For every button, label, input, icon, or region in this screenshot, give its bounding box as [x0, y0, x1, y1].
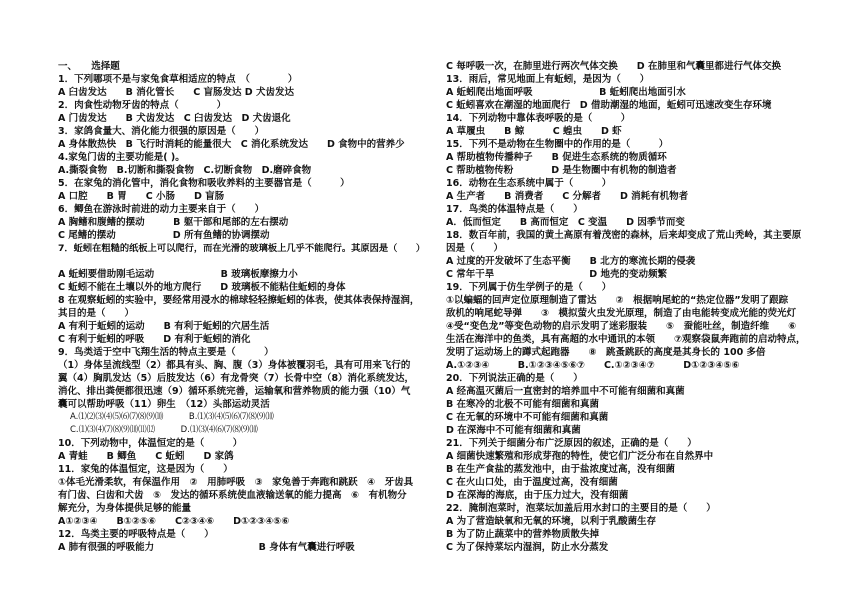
question-7-options-ab: A 蚯蚓要借助刚毛运动 B 玻璃板摩擦力小 — [58, 269, 298, 280]
question-13-options-cd: C 蚯蚓喜欢在潮湿的地面爬行 D 借助潮湿的地面，蚯蚓可迅速改变生存环境 — [446, 100, 772, 111]
question-16: 16．动物在生态系统中属于（ ） — [446, 178, 612, 189]
question-2: 2．肉食性动物牙齿的特点（ ） — [58, 100, 227, 111]
question-19-text-4: 生活在海洋中的鱼类，具有高超的水中通讯的本领 ⑦观察袋鼠奔跑前的启动特点， — [446, 334, 806, 345]
question-22-option-b: B 为了防止蔬菜中的营养物质散失掉 — [446, 529, 600, 540]
question-19-text-5: 发明了运动场上的蹲式起跑器 ⑧ 跳蚤跳跃的高度是其身长的 100 多倍 — [446, 347, 766, 358]
question-3-options: A 身体散热快 B 飞行时消耗的能量很大 C 消化系统发达 D 食物中的营养少 — [58, 139, 405, 150]
question-21-option-b: B 在生产食盐的蒸发池中，由于盐浓度过高，没有细菌 — [446, 464, 676, 475]
question-12-options-ab: A 肺有很强的呼吸能力 B 身体有气囊进行呼吸 — [58, 542, 355, 553]
question-5: 5．在家兔的消化管中，消化食物和吸收养料的主要器官是（ ） — [58, 178, 350, 189]
question-8-options-cd: C 有利于蚯蚓的呼吸 D 有利于蚯蚓的消化 — [58, 334, 251, 345]
question-22: 22．腌制泡菜时，泡菜坛加盖后用水封口的主要目的是（ ） — [446, 503, 716, 514]
question-9: 9．鸟类适于空中飞翔生活的特点主要是（ ） — [58, 347, 274, 358]
question-21-option-a: A 细菌快速繁殖和形成芽孢的特性，使它们广泛分布在自然界中 — [446, 451, 714, 462]
question-20-option-b: B 在寒冷的北极不可能有细菌和真菌 — [446, 399, 600, 410]
question-1-options: A 臼齿发达 B 消化管长 C 盲肠发达 D 犬齿发达 — [58, 87, 294, 98]
question-18: 18．数百年前，我国的黄土高原有着茂密的森林，后来却变成了荒山秃岭，其主要原 — [446, 230, 802, 241]
question-6: 6．鲫鱼在游泳时前进的动力主要来自于（ ） — [58, 204, 265, 215]
question-12-options-cd: C 每呼吸一次，在肺里进行两次气体交换 D 在肺里和气囊里都进行气体交换 — [446, 61, 781, 72]
question-17: 17．鸟类的体温特点是（ ） — [446, 204, 583, 215]
question-13: 13．雨后，常见地面上有蚯蚓，是因为（ ） — [446, 74, 650, 85]
question-11-text-1: ①体毛光滑柔软，有保温作用 ② 用肺呼吸 ③ 家兔善于奔跑和跳跃 ④ 牙齿具 — [58, 477, 414, 488]
question-15-options-cd: C 帮助植物传粉 D 是生物圈中有机物的制造者 — [446, 165, 677, 176]
question-7: 7．蚯蚓在粗糙的纸板上可以爬行，而在光滑的玻璃板上几乎不能爬行。其原因是（ ） — [58, 243, 426, 254]
question-5-options: A 口腔 B 胃 C 小肠 D 盲肠 — [58, 191, 225, 202]
question-18-options-ab: A 过度的开发破坏了生态平衡 B 北方的寒流长期的侵袭 — [446, 256, 696, 267]
question-21-option-d: D 在深海的海底，由于压力过大，没有细菌 — [446, 490, 629, 501]
question-18-cont: 因是（ ） — [446, 243, 504, 254]
question-21-option-c: C 在火山口处，由于温度过高，没有细菌 — [446, 477, 618, 488]
question-9-text-1: （1）身体呈流线型（2）都具有头、胸、腹（3）身体被覆羽毛，具有可用来飞行的 — [58, 360, 411, 371]
question-9-text-4: 囊可以帮助呼吸（11）卵生 （12）头部运动灵活 — [58, 399, 270, 410]
question-15: 15．下列不是动物在生物圈中的作用的是（ ） — [446, 139, 669, 150]
question-20-option-d: D 在深海中不可能有细菌和真菌 — [446, 425, 581, 436]
question-11: 11．家兔的体温恒定，这是因为（ ） — [58, 464, 233, 475]
question-21: 21．下列关于细菌分布广泛原因的叙述，正确的是（ ） — [446, 438, 697, 449]
question-20-option-c: C 在无氧的环境中不可能有细菌和真菌 — [446, 412, 609, 423]
question-1: 1．下列哪项不是与家兔食草相适应的特点 （ ） — [58, 74, 298, 85]
question-4: 4.家兔门齿的主要功能是( )。 — [58, 152, 185, 163]
question-22-option-a: A 为了营造缺氧和无氧的环境，以利于乳酸菌生存 — [446, 516, 657, 527]
question-16-options: A 生产者 B 消费者 C 分解者 D 消耗有机物者 — [446, 191, 689, 202]
question-17-options: A．低而恒定 B 高而恒定 C 变温 D 因季节而变 — [446, 217, 685, 228]
question-8-options-ab: A 有利于蚯蚓的运动 B 有利于蚯蚓的穴居生活 — [58, 321, 270, 332]
question-14: 14．下列动物中靠体表呼吸的是（ ） — [446, 113, 631, 124]
question-3: 3．家鸽食量大、消化能力很强的原因是（ ） — [58, 126, 265, 137]
question-10-options: A 青蛙 B 鲫鱼 C 蚯蚓 D 家鸽 — [58, 451, 234, 462]
question-6-options-ab: A 胸鳍和腹鳍的摆动 B 躯干部和尾部的左右摆动 — [58, 217, 289, 228]
question-14-options: A 草履虫 B 鲸 C 蝗虫 D 虾 — [446, 126, 622, 137]
question-12: 12．鸟类主要的呼吸特点是（ ） — [58, 529, 214, 540]
question-22-option-c: C 为了保持菜坛内湿润，防止水分蒸发 — [446, 542, 609, 553]
question-11-text-2: 有门齿、臼齿和犬齿 ⑤ 发达的循环系统使血液输送氧的能力提高 ⑥ 有机物分 — [58, 490, 407, 501]
question-9-text-2: 翼（4）胸肌发达（5）后肢发达（6）有龙骨突（7）长骨中空（8）消化系统发达， — [58, 373, 415, 384]
question-2-options: A 门齿发达 B 犬齿发达 C 臼齿发达 D 犬齿退化 — [58, 113, 291, 124]
question-8: 8 在观察蚯蚓的实验中，要经常用浸水的棉球轻轻擦蚯蚓的体表，使其体表保持湿润， — [58, 295, 420, 306]
question-7-options-cd: C 蚯蚓不能在土壤以外的地方爬行 D 玻璃板不能粘住蚯蚓的身体 — [58, 282, 346, 293]
question-8-cont: 其目的是（ ） — [58, 308, 135, 319]
question-19-text-1: ①以蝙蝠的回声定位原理制造了雷达 ② 根据响尾蛇的“热定位器”发明了跟踪 — [446, 295, 789, 306]
question-6-options-cd: C 尾鳍的摆动 D 所有鱼鳍的协调摆动 — [58, 230, 270, 241]
question-9-text-3: 消化、排出粪便都很迅速（9）循环系统完善，运输氧和营养物质的能力强（10）气 — [58, 386, 411, 397]
question-11-text-3: 解充分，为身体提供足够的能量 — [58, 503, 192, 514]
question-13-options-ab: A 蚯蚓爬出地面呼吸 B 蚯蚓爬出地面引水 — [446, 87, 686, 98]
question-9-options-ab: A.⑴⑵⑶⑷⑸⑹⑺⑻⑼⑽ B.⑴⑶⑷⑸⑹⑺⑻⑼⑽ — [70, 412, 274, 422]
question-19-text-2: 敌机的响尾蛇导弹 ③ 模拟萤火虫发光原理，制造了由电能转变成光能的荧光灯 — [446, 308, 797, 319]
question-9-options-cd: C.⑴⑶⑷⑺⑻⑼⑽⑾⑿ D.⑴⑶⑷⑹⑺⑻⑼⑽ — [70, 425, 258, 435]
question-20: 20．下列说法正确的是（ ） — [446, 373, 583, 384]
question-20-option-a: A 经高温灭菌后一直密封的培养皿中不可能有细菌和真菌 — [446, 386, 685, 397]
question-18-options-cd: C 常年干旱 D 地壳的变动频繁 — [446, 269, 667, 280]
question-19: 19．下列属于仿生学例子的是（ ） — [446, 282, 612, 293]
question-19-text-3: ④受“变色龙”等变色动物的启示发明了迷彩服装 ⑤ 蚕能吐丝，制造纤维 ⑥ — [446, 321, 797, 332]
question-15-options-ab: A 帮助植物传播种子 B 促进生态系统的物质循环 — [446, 152, 667, 163]
question-4-options: A.撕裂食物 B.切断和撕裂食物 C.切断食物 D.磨碎食物 — [58, 165, 312, 176]
question-10: 10．下列动物中，体温恒定的是（ ） — [58, 438, 243, 449]
section-heading: 一、 选择题 — [58, 61, 120, 72]
question-19-options: A.①②③④ B.①②③④⑤⑥⑦ C.①②③④⑦ D①②③④⑤⑥ — [446, 360, 740, 371]
question-11-options: A①②③④ B①②⑤⑥ C②③④⑥ D①②③④⑤⑥ — [58, 516, 290, 527]
